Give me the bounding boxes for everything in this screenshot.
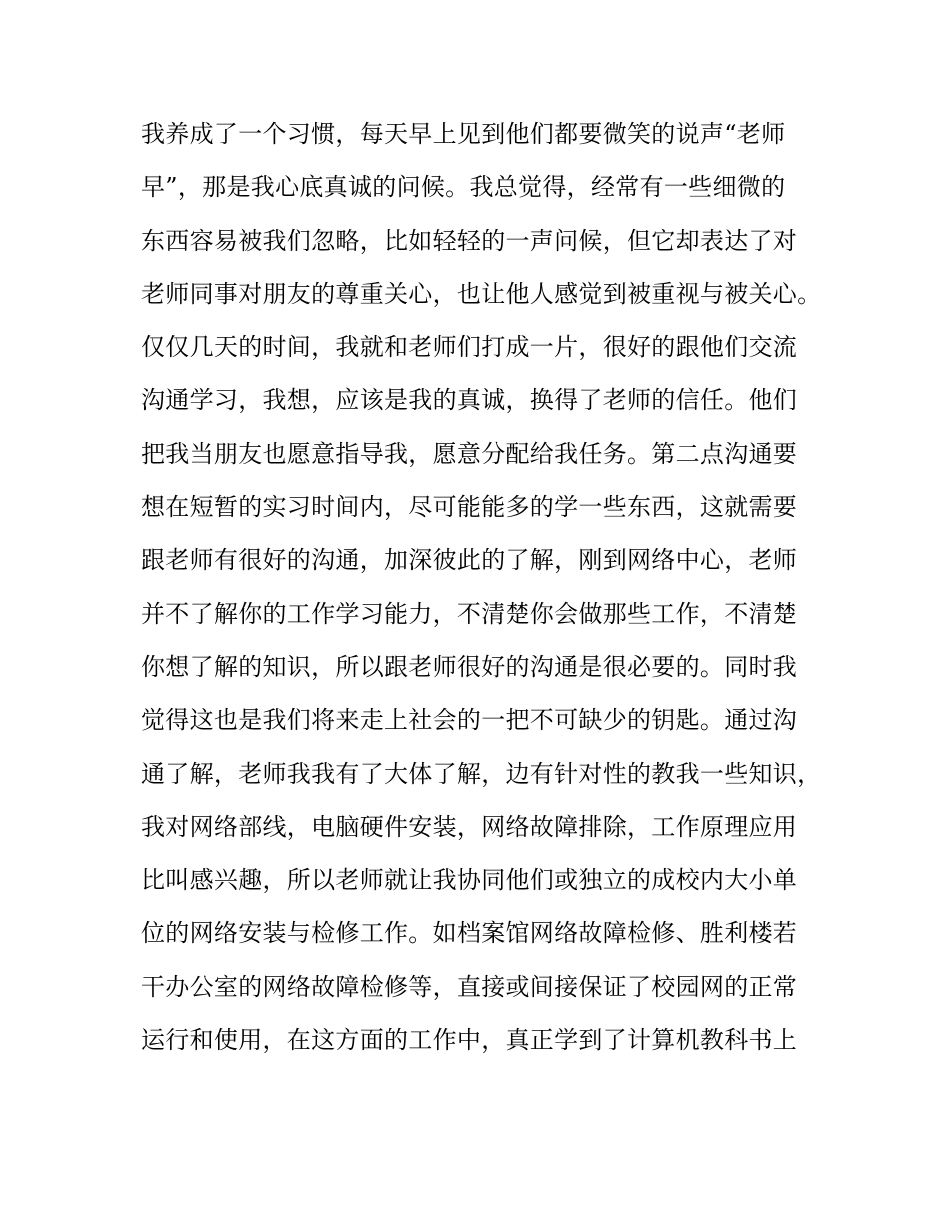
text-line: 跟老师有很好的沟通，加深彼此的了解，刚到网络中心，老师 — [141, 546, 798, 575]
text-line: 通了解，老师我我有了大体了解，边有针对性的教我一些知识， — [141, 759, 822, 788]
text-line: 觉得这也是我们将来走上社会的一把不可缺少的钥匙。通过沟 — [141, 706, 798, 735]
text-line: 仅仅几天的时间，我就和老师们打成一片，很好的跟他们交流 — [141, 333, 798, 362]
text-line: 早”，那是我心底真诚的问候。我总觉得，经常有一些细微的 — [141, 173, 786, 202]
text-line: 位的网络安装与检修工作。如档案馆网络故障检修、胜利楼若 — [141, 919, 798, 948]
text-line: 想在短暂的实习时间内，尽可能能多的学一些东西，这就需要 — [141, 493, 798, 522]
text-line: 把我当朋友也愿意指导我，愿意分配给我任务。第二点沟通要 — [141, 439, 798, 468]
document-body — [141, 108, 841, 1067]
text-line: 东西容易被我们忽略，比如轻轻的一声问候，但它却表达了对 — [141, 226, 798, 255]
text-line: 你想了解的知识，所以跟老师很好的沟通是很必要的。同时我 — [141, 652, 798, 681]
text-line: 干办公室的网络故障检修等，直接或间接保证了校园网的正常 — [141, 972, 798, 1001]
text-line: 并不了解你的工作学习能力，不清楚你会做那些工作，不清楚 — [141, 599, 798, 628]
text-line: 沟通学习，我想，应该是我的真诚，换得了老师的信任。他们 — [141, 386, 798, 415]
text-line: 我养成了一个习惯，每天早上见到他们都要微笑的说声“老师 — [141, 120, 786, 148]
text-line: 我对网络部线，电脑硬件安装，网络故障排除，工作原理应用 — [141, 812, 798, 841]
text-line: 老师同事对朋友的尊重关心，也让他人感觉到被重视与被关心。 — [141, 279, 822, 308]
text-line: 比叫感兴趣，所以老师就让我协同他们或独立的成校内大小单 — [141, 866, 798, 895]
text-line: 运行和使用，在这方面的工作中，真正学到了计算机教科书上 — [141, 1026, 798, 1055]
